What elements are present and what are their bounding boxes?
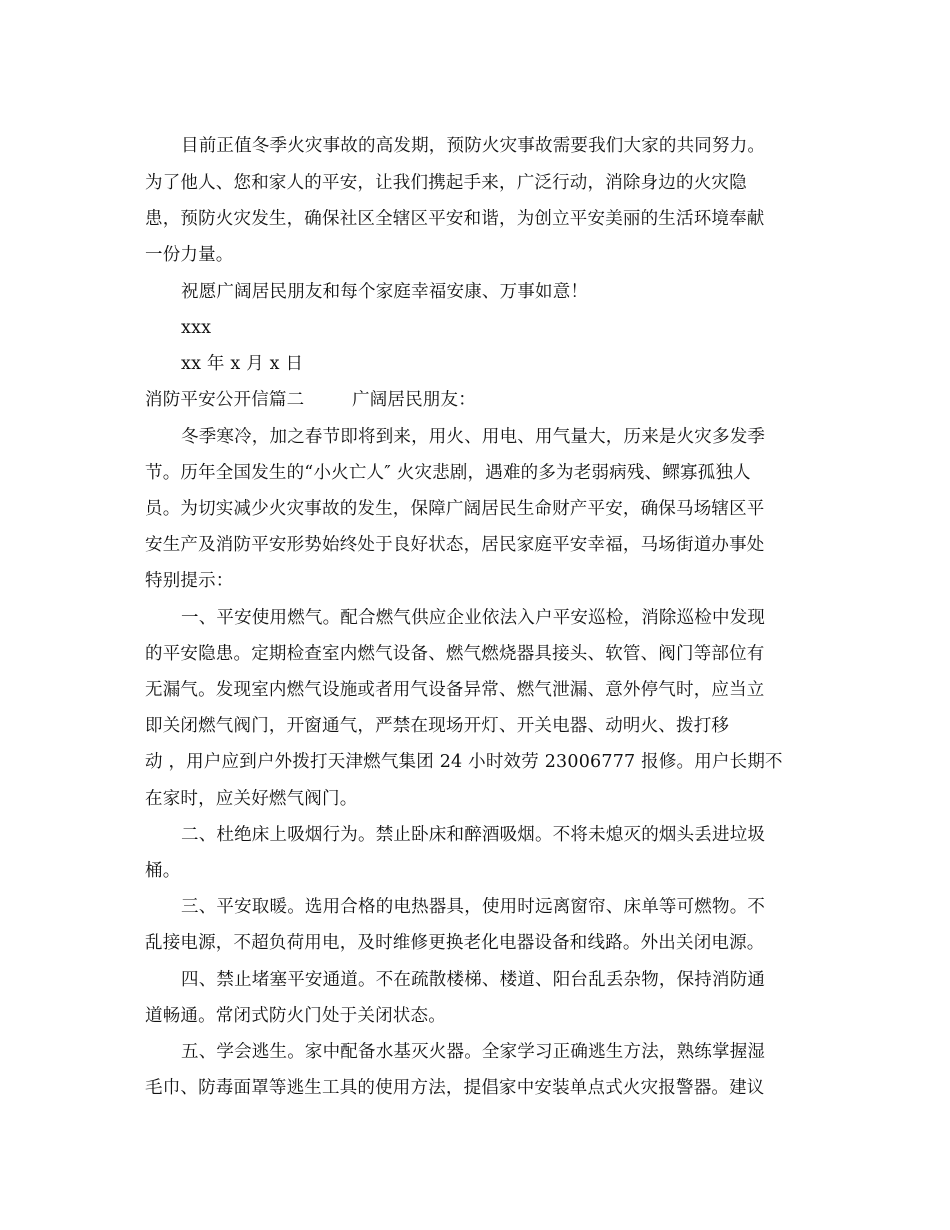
item3-line-2: 乱接电源，不超负荷用电，及时维修更换老化电器设备和线路。外出关闭电源。 (145, 933, 765, 953)
item1-line-3: 无漏气。发现室内燃气设施或者用气设备异常、燃气泄漏、意外停气时，应当立 (145, 680, 765, 700)
paragraph2-line-4: 安生产及消防平安形势始终处于良好状态，居民家庭平安幸福，马场街道办事处 (145, 535, 765, 555)
item4-line-1: 四、禁止堵塞平安通道。不在疏散楼梯、楼道、阳台乱丢杂物，保持消防通 (181, 970, 766, 990)
item1-line-4: 即关闭燃气阀门，开窗通气，严禁在现场开灯、开关电器、动明火、拨打移 (145, 716, 730, 736)
blessing-line: 祝愿广阔居民朋友和每个家庭幸福安康、万事如意！ (181, 282, 589, 302)
item3-line-1: 三、平安取暖。选用合格的电热器具，使用时远离窗帘、床单等可燃物。不 (181, 897, 766, 917)
item1-line-2: 的平安隐患。定期检查室内燃气设备、燃气燃烧器具接头、软管、阀门等部位有 (145, 644, 765, 664)
item2-line-1: 二、杜绝床上吸烟行为。禁止卧床和醉酒吸烟。不将未熄灭的烟头丢进垃圾 (181, 825, 766, 845)
salutation: 广阔居民朋友： (352, 390, 476, 410)
item4-line-2: 道畅通。常闭式防火门处于关闭状态。 (145, 1006, 446, 1026)
item2-line-2: 桶。 (145, 861, 181, 881)
paragraph2-line-1: 冬季寒冷，加之春节即将到来，用火、用电、用气量大，历来是火灾多发季 (181, 427, 766, 447)
item1-line-1: 一、平安使用燃气。配合燃气供应企业依法入户平安巡检，消除巡检中发现 (181, 608, 766, 628)
paragraph2-line-5: 特别提示： (145, 571, 234, 591)
section-title: 消防平安公开信篇二 (145, 390, 305, 410)
paragraph2-line-2: 节。历年全国发生的“小火亡人″ 火灾悲剧，遇难的多为老弱病残、鳏寡孤独人 (145, 463, 751, 483)
paragraph1-line-4: 一份力量。 (145, 245, 234, 265)
paragraph2-line-3: 员。为切实减少火灾事故的发生，保障广阔居民生命财产平安，确保马场辖区平 (145, 499, 765, 519)
item1-line-5: 动 ，用户应到户外拨打天津燃气集团 24 小时效劳 23006777 报修。用户长期不 (145, 752, 783, 772)
paragraph1-line-2: 为了他人、您和家人的平安，让我们携起手来，广泛行动，消除身边的火灾隐 (145, 173, 747, 193)
paragraph1-line-1: 目前正值冬季火灾事故的高发期，预防火灾事故需要我们大家的共同努力。 (181, 136, 766, 156)
paragraph1-line-3: 患，预防火灾发生，确保社区全辖区平安和谐，为创立平安美丽的生活环境奉献 (145, 209, 765, 229)
item5-line-1: 五、学会逃生。家中配备水基灭火器。全家学习正确逃生方法，熟练掌握湿 (181, 1042, 766, 1062)
signature: xxx (181, 318, 212, 338)
item5-line-2: 毛巾、防毒面罩等逃生工具的使用方法，提倡家中安装单点式火灾报警器。建议 (145, 1078, 765, 1098)
item1-line-6: 在家时，应关好燃气阀门。 (145, 789, 358, 809)
date-line: xx 年 x 月 x 日 (181, 354, 304, 374)
